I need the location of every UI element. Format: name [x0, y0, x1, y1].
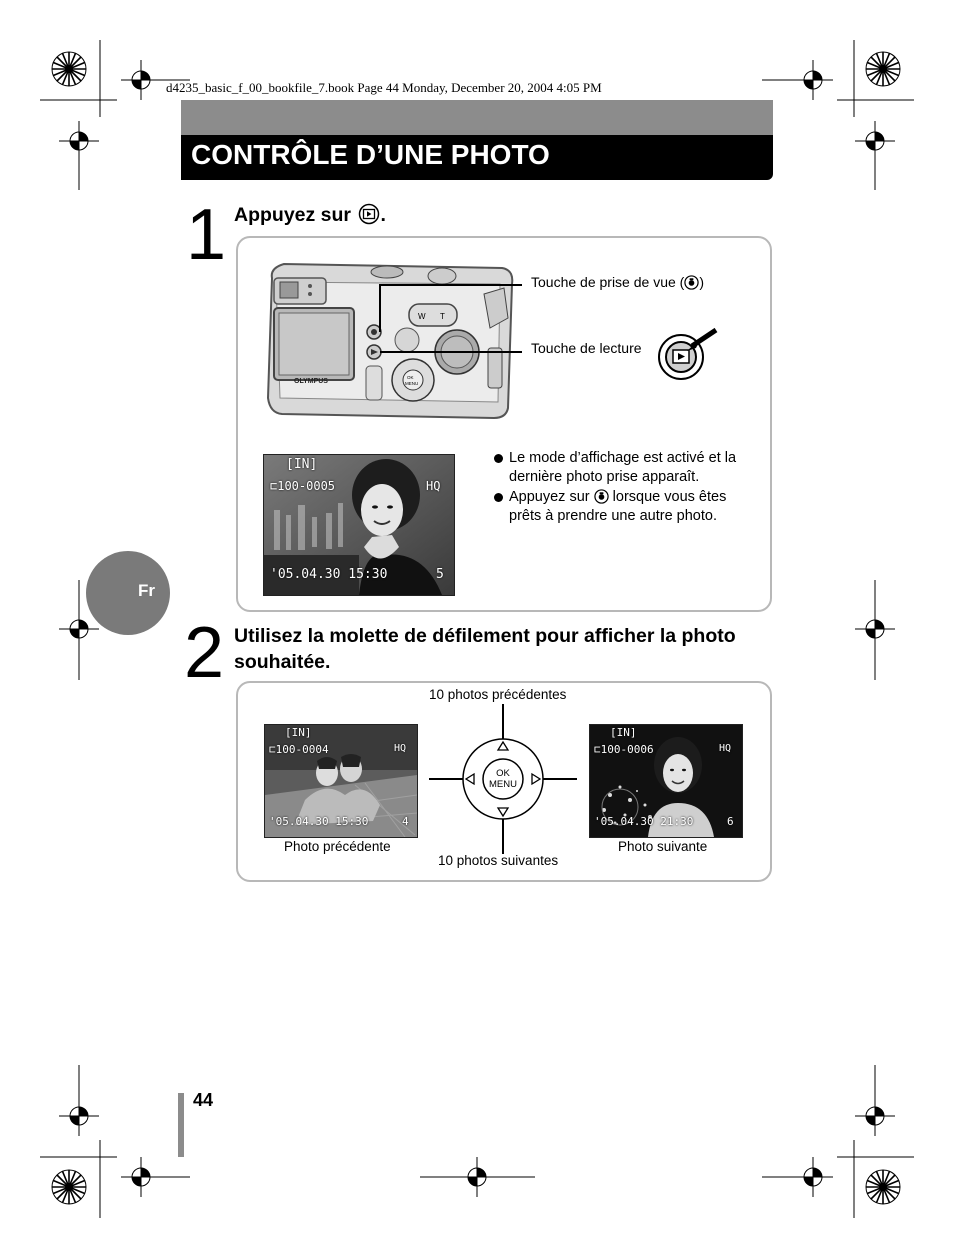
osd-frame: 6 — [727, 815, 734, 828]
callout-lines — [372, 280, 532, 360]
playback-button-closeup — [654, 326, 724, 386]
osd-memory: [IN] — [286, 457, 318, 472]
bullet-2-text-b: lorsque vous êtes prêts à prendre une autre photo. — [509, 489, 727, 524]
title-bar-accent — [181, 100, 773, 135]
next-photo — [589, 724, 743, 838]
bullet-2 — [509, 488, 759, 526]
previous-photo — [264, 724, 418, 838]
callout-shoot-button — [531, 274, 704, 290]
page-number-bar — [178, 1093, 184, 1157]
bullet-dot — [494, 454, 503, 463]
step-1-label: Appuyez sur — [234, 204, 352, 226]
bullet-1-text: Le mode d’affichage est activé et la dernière photo prise apparaît. — [509, 450, 737, 485]
callout-shoot-label: Touche de prise de vue ( — [531, 274, 685, 290]
osd-quality: HQ — [719, 743, 732, 754]
label-prev-10: 10 photos précédentes — [429, 687, 567, 702]
osd-datetime: '05.04.30 15:30 — [270, 567, 388, 582]
book-header-line: d4235_basic_f_00_bookfile_7.book Page 44 Monday, December 20, 2004 4:05 PM — [166, 80, 602, 95]
osd-quality: HQ — [426, 479, 441, 493]
camera-brand-text: OLYMPUS — [294, 378, 328, 385]
menu-label: MENU — [489, 779, 517, 790]
osd-file: ⊏100-0005 — [270, 479, 336, 493]
osd-datetime: '05.04.30 21:30 — [594, 815, 694, 828]
step-2-number: 2 — [184, 613, 225, 693]
osd-memory: [IN] — [610, 726, 637, 739]
step-1-title — [234, 202, 386, 228]
osd-memory: [IN] — [285, 726, 312, 739]
osd-frame: 5 — [436, 567, 444, 582]
osd-quality: HQ — [394, 743, 407, 754]
bullet-dot — [494, 493, 503, 502]
title-bar — [181, 135, 773, 180]
language-tab — [86, 551, 170, 635]
osd-frame: 4 — [402, 815, 409, 828]
page-number: 44 — [193, 1090, 214, 1110]
label-next-photo: Photo suivante — [618, 839, 708, 854]
language-tab-label: Fr — [138, 581, 155, 600]
osd-file: ⊏100-0006 — [594, 743, 654, 756]
osd-datetime: '05.04.30 15:30 — [269, 815, 369, 828]
step-1-number: 1 — [186, 195, 227, 275]
svg-text:T: T — [440, 312, 445, 321]
osd-file-number: 100-0005 — [277, 479, 336, 493]
playback-icon — [358, 203, 380, 225]
svg-text:W: W — [418, 312, 426, 321]
bullet-2-text-a: Appuyez sur — [509, 489, 590, 505]
svg-text:OK: OK — [407, 375, 414, 380]
svg-text:MENU: MENU — [405, 381, 419, 386]
osd-file: ⊏100-0004 — [269, 743, 329, 756]
ok-label: OK — [496, 768, 510, 779]
page-title: CONTRÔLE D’UNE PHOTO — [191, 139, 550, 170]
label-prev-photo: Photo précédente — [284, 839, 391, 854]
callout-shoot-label-end: ) — [699, 274, 704, 290]
osd-file-number: 100-0004 — [275, 743, 329, 756]
label-next-10: 10 photos suivantes — [438, 853, 559, 868]
step-1-label-suffix: . — [380, 204, 386, 226]
camera-icon — [594, 489, 609, 504]
camera-icon — [684, 275, 699, 290]
step-2-title: Utilisez la molette de défilement pour afficher la photo souhaitée. — [234, 625, 736, 673]
osd-file-number: 100-0006 — [600, 743, 654, 756]
callout-play-button: Touche de lecture — [531, 340, 642, 356]
bullet-1 — [509, 449, 759, 487]
ok-menu-button-label — [486, 768, 520, 790]
playback-photo — [263, 454, 455, 596]
